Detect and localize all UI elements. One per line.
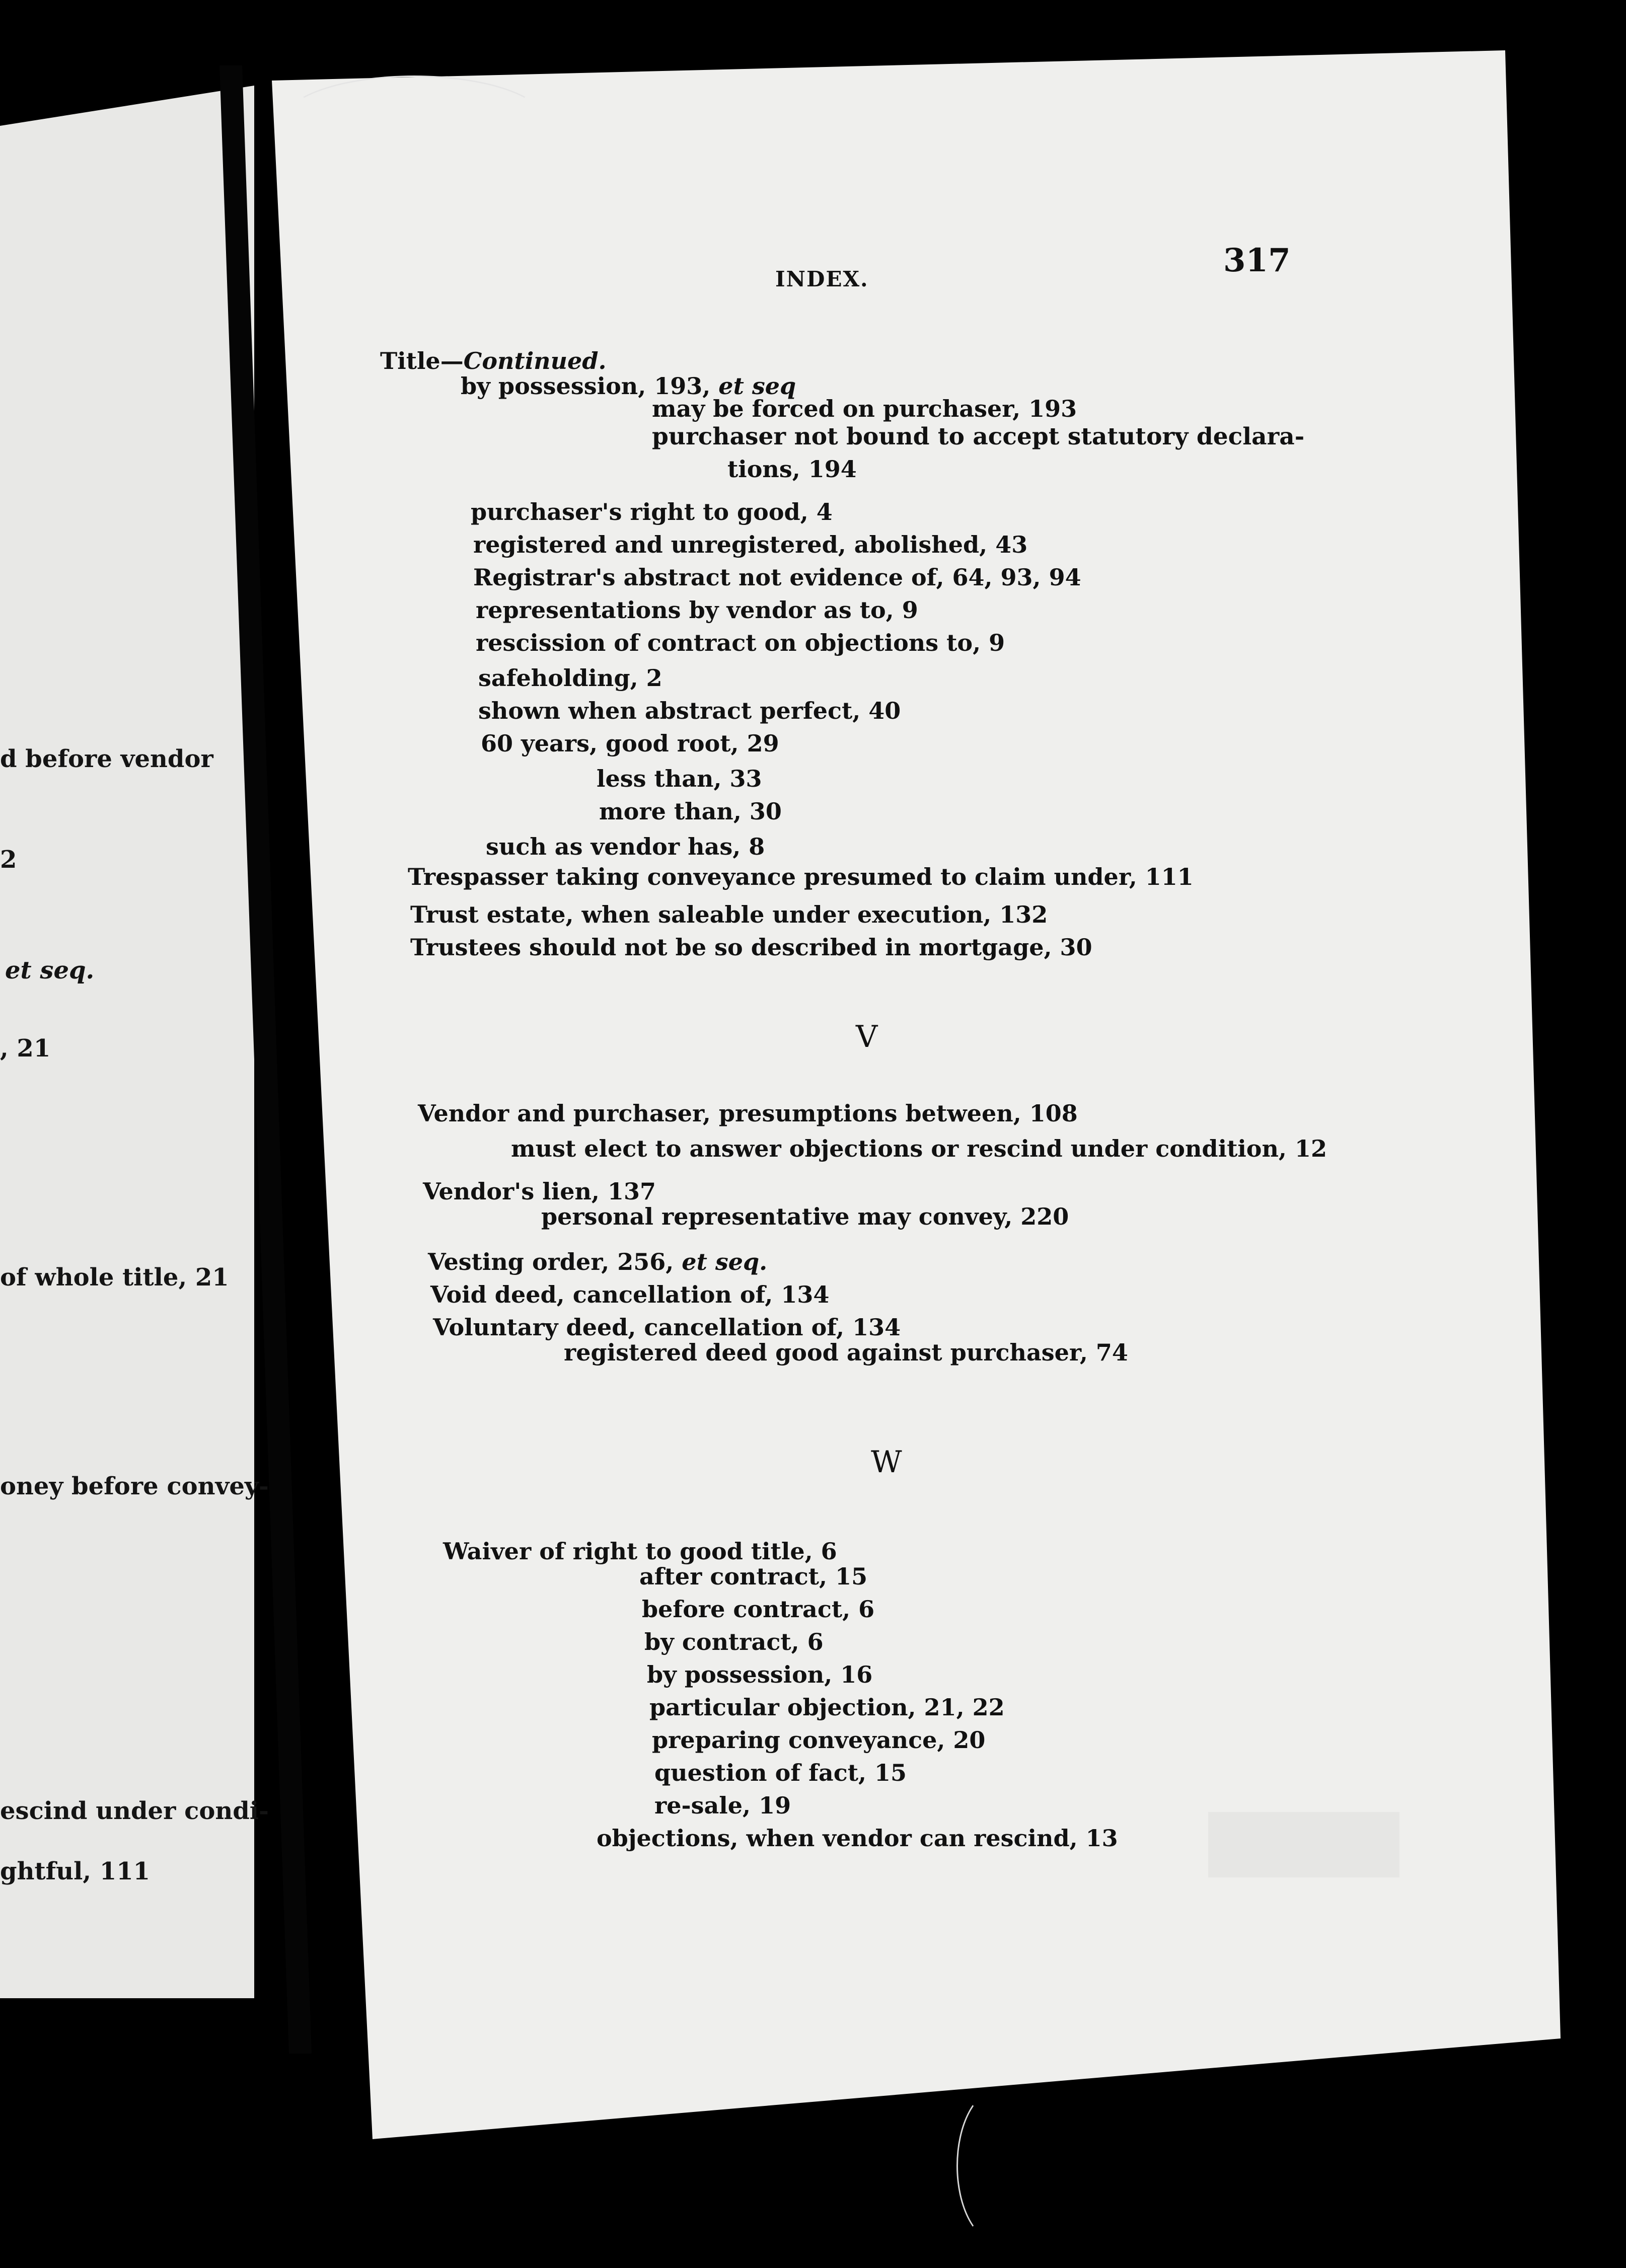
index-entry: purchaser not bound to accept statutory declara- (652, 423, 1305, 450)
index-entry: before contract, 6 (642, 1596, 875, 1623)
index-entry: after contract, 15 (639, 1563, 868, 1590)
running-head: INDEX. (775, 267, 869, 291)
index-entry: by possession, 193, et seq (461, 372, 796, 400)
index-entry: re-sale, 19 (654, 1792, 791, 1819)
index-entry: Trustees should not be so described in mortgage, 30 (410, 934, 1092, 961)
left-page-line: 2 (0, 846, 17, 874)
hair-artifact (956, 2089, 1040, 2243)
index-entry: Trespasser taking conveyance presumed to claim under, 111 (408, 863, 1194, 890)
left-page-line: , 21 (0, 1034, 51, 1063)
show-through-stamp (1208, 1812, 1399, 1877)
left-page-line: et seq. (5, 956, 95, 985)
index-entry: safeholding, 2 (478, 664, 662, 692)
index-entry: tions, 194 (727, 456, 857, 483)
index-entry: rescission of contract on objections to, 9 (476, 629, 1005, 656)
index-entry: by contract, 6 (644, 1628, 824, 1655)
index-entry: 60 years, good root, 29 (481, 730, 779, 757)
left-page-line: escind under condi- (0, 1797, 269, 1825)
index-entry: Trust estate, when saleable under execution, 132 (410, 901, 1048, 928)
left-page-line: of whole title, 21 (0, 1263, 229, 1292)
index-entry: shown when abstract perfect, 40 (478, 697, 901, 724)
index-entry: more than, 30 (599, 798, 782, 825)
index-entry: such as vendor has, 8 (486, 833, 765, 860)
index-heading-title: Title—Continued. (380, 347, 607, 374)
index-entry: purchaser's right to good, 4 (471, 498, 833, 525)
index-entry: preparing conveyance, 20 (652, 1726, 986, 1754)
index-entry: may be forced on purchaser, 193 (652, 395, 1077, 422)
left-page-line: d before vendor (0, 745, 213, 773)
index-entry: question of fact, 15 (654, 1759, 907, 1786)
index-entry: Voluntary deed, cancellation of, 134 (433, 1314, 901, 1341)
page-number: 317 (1223, 242, 1291, 279)
index-entry: less than, 33 (597, 765, 762, 792)
index-entry: personal representative may convey, 220 (541, 1203, 1069, 1230)
section-letter-w: W (871, 1445, 902, 1480)
index-entry: Void deed, cancellation of, 134 (430, 1281, 830, 1308)
index-entry: Vesting order, 256, et seq. (428, 1248, 768, 1275)
index-entry: particular objection, 21, 22 (649, 1694, 1005, 1721)
left-page-line: oney before convey- (0, 1472, 269, 1500)
index-entry: must elect to answer objections or rescind under condition, 12 (511, 1135, 1327, 1162)
index-entry: objections, when vendor can rescind, 13 (597, 1825, 1118, 1852)
index-entry: Vendor's lien, 137 (423, 1178, 656, 1205)
index-entry: Vendor and purchaser, presumptions between, 108 (418, 1100, 1078, 1127)
index-entry: Registrar's abstract not evidence of, 64, 93, 94 (473, 564, 1081, 591)
left-page-line: ghtful, 111 (0, 1857, 151, 1885)
index-entry: registered and unregistered, abolished, 43 (473, 531, 1028, 558)
index-entry: by possession, 16 (647, 1661, 873, 1688)
index-entry: Waiver of right to good title, 6 (443, 1538, 837, 1565)
index-entry: representations by vendor as to, 9 (476, 596, 918, 624)
section-letter-v: V (856, 1019, 878, 1054)
index-entry: registered deed good against purchaser, 74 (564, 1339, 1128, 1366)
hair-artifact (282, 75, 547, 169)
